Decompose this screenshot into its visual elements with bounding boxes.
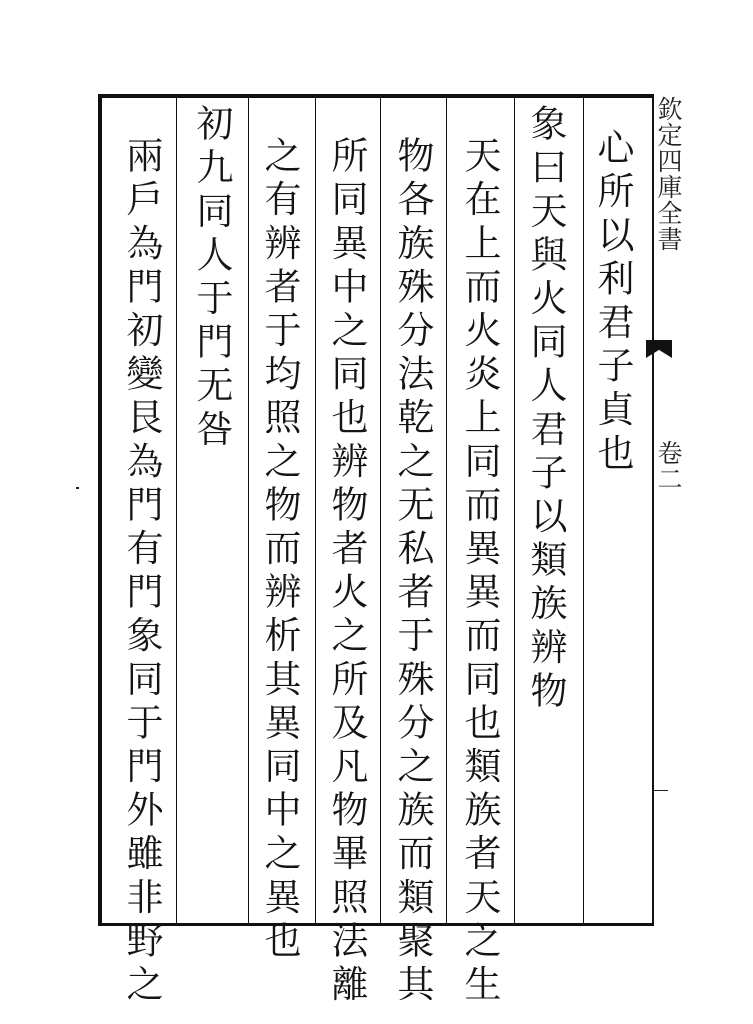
margin-tick <box>654 790 668 791</box>
column-rule <box>583 98 584 923</box>
text-column-2: 象曰天與火同人君子以類族辨物 <box>524 104 567 715</box>
text-column-8: 兩戶為門初變艮為門有門象同于門外雖非野之 <box>120 136 163 1008</box>
ink-dot <box>76 487 79 489</box>
column-rule <box>380 98 381 923</box>
page-border <box>98 94 652 1008</box>
column-rule <box>248 98 249 923</box>
column-rule <box>446 98 447 923</box>
text-column-6: 之有辨者于均照之物而辨析其異同中之異也 <box>258 136 301 965</box>
column-rule <box>315 98 316 923</box>
text-column-5: 所同異中之同也辨物者火之所及凡物畢照法離 <box>325 136 368 1008</box>
text-column-4: 物各族殊分法乾之无私者于殊分之族而類聚其 <box>391 136 434 1008</box>
column-rule <box>176 98 177 923</box>
text-column-7: 初九同人于門无咎 <box>190 104 233 453</box>
text-column-3: 天在上而火炎上同而異異而同也類族者天之生 <box>458 136 501 1008</box>
column-rule <box>514 98 515 923</box>
text-column-1: 心所以利君子貞也 <box>591 128 634 477</box>
volume-label: 卷二 <box>654 440 683 492</box>
fish-tail-mark <box>646 340 672 358</box>
book-title: 欽定四庫全書 <box>654 96 683 252</box>
